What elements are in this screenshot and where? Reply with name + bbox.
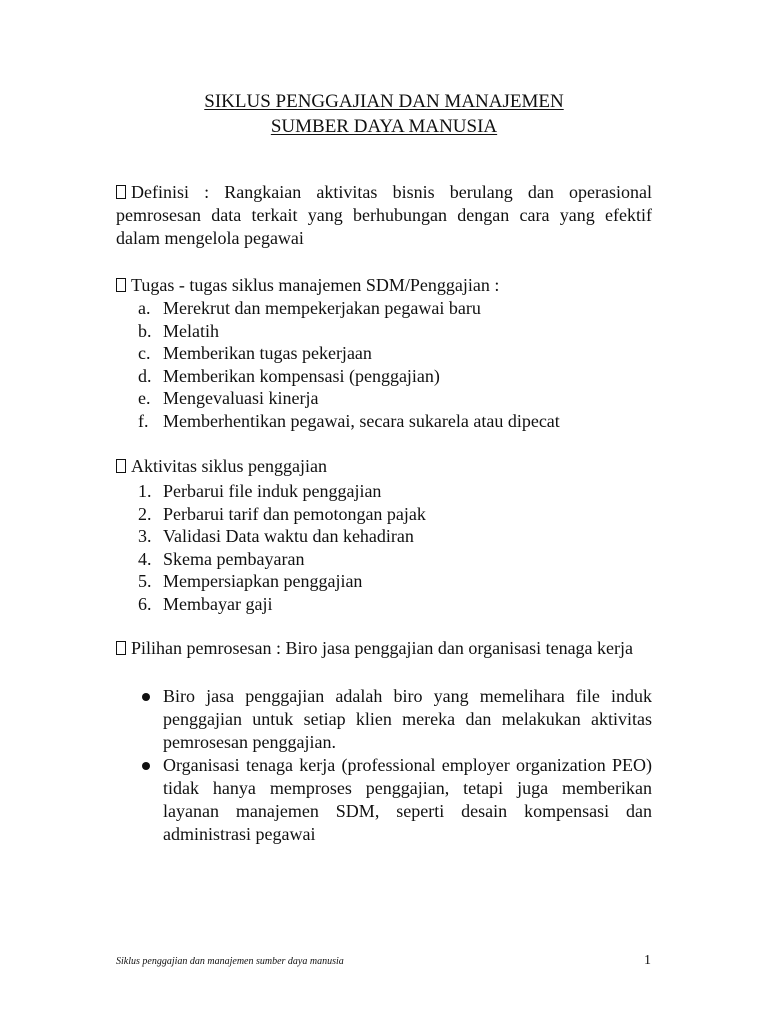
- bullet-dot-icon: [142, 762, 150, 770]
- processing-heading: Pilihan pemrosesan : Biro jasa penggajian dan organisasi tenaga kerja: [116, 637, 652, 660]
- tasks-list: [116, 297, 652, 432]
- list-item: 5. Mempersiapkan penggajian: [138, 571, 363, 591]
- list-item: e. Mengevaluasi kinerja: [138, 388, 319, 408]
- activities-heading: Aktivitas siklus penggajian: [116, 455, 652, 478]
- missing-glyph-box-icon: [116, 185, 126, 199]
- list-item: 6. Membayar gaji: [138, 593, 273, 614]
- processing-bullets: [116, 685, 652, 846]
- footer-caption: Siklus penggajian dan manajemen sumber daya manusia: [116, 956, 344, 967]
- page-number: 1: [644, 953, 651, 968]
- title-line-1: SIKLUS PENGGAJIAN DAN MANAJEMEN: [204, 91, 564, 112]
- list-item: 1. Perbarui file induk penggajian: [138, 481, 382, 501]
- list-item: c. Memberikan tugas pekerjaan: [138, 343, 372, 363]
- list-item: 4. Skema pembayaran: [138, 548, 305, 569]
- missing-glyph-box-icon: [116, 641, 126, 655]
- list-item: Biro jasa penggajian adalah biro yang memelihara file induk penggajian untuk setiap klien mereka dan melakukan aktivitas pemrosesan penggajian.: [116, 685, 652, 754]
- list-item: f. Memberhentikan pegawai, secara sukarela atau dipecat: [138, 410, 560, 431]
- missing-glyph-box-icon: [116, 278, 126, 292]
- bullet-dot-icon: [142, 693, 150, 701]
- definition-paragraph: [116, 181, 652, 250]
- missing-glyph-box-icon: [116, 459, 126, 473]
- list-item: 3. Validasi Data waktu dan kehadiran: [138, 526, 414, 546]
- list-item: Organisasi tenaga kerja (professional employer organization PEO) tidak hanya memproses penggajian, tetapi juga memberikan layanan manajemen SDM, seperti desain kompensasi dan administrasi pegawai: [116, 754, 652, 846]
- page-title: [116, 89, 652, 139]
- list-item: b. Melatih: [138, 320, 219, 341]
- title-line-2: SUMBER DAYA MANUSIA: [270, 116, 498, 137]
- tasks-heading: Tugas - tugas siklus manajemen SDM/Penggajian :: [116, 274, 652, 297]
- list-item: a. Merekrut dan mempekerjakan pegawai baru: [138, 298, 481, 318]
- list-item: d. Memberikan kompensasi (penggajian): [138, 365, 440, 386]
- list-item: 2. Perbarui tarif dan pemotongan pajak: [138, 503, 426, 524]
- activities-list: [116, 480, 652, 615]
- definition-text: Definisi : Rangkaian aktivitas bisnis berulang dan operasional pemrosesan data terkait yang berhubungan dengan cara yang efektif dalam mengelola pegawai: [116, 182, 652, 248]
